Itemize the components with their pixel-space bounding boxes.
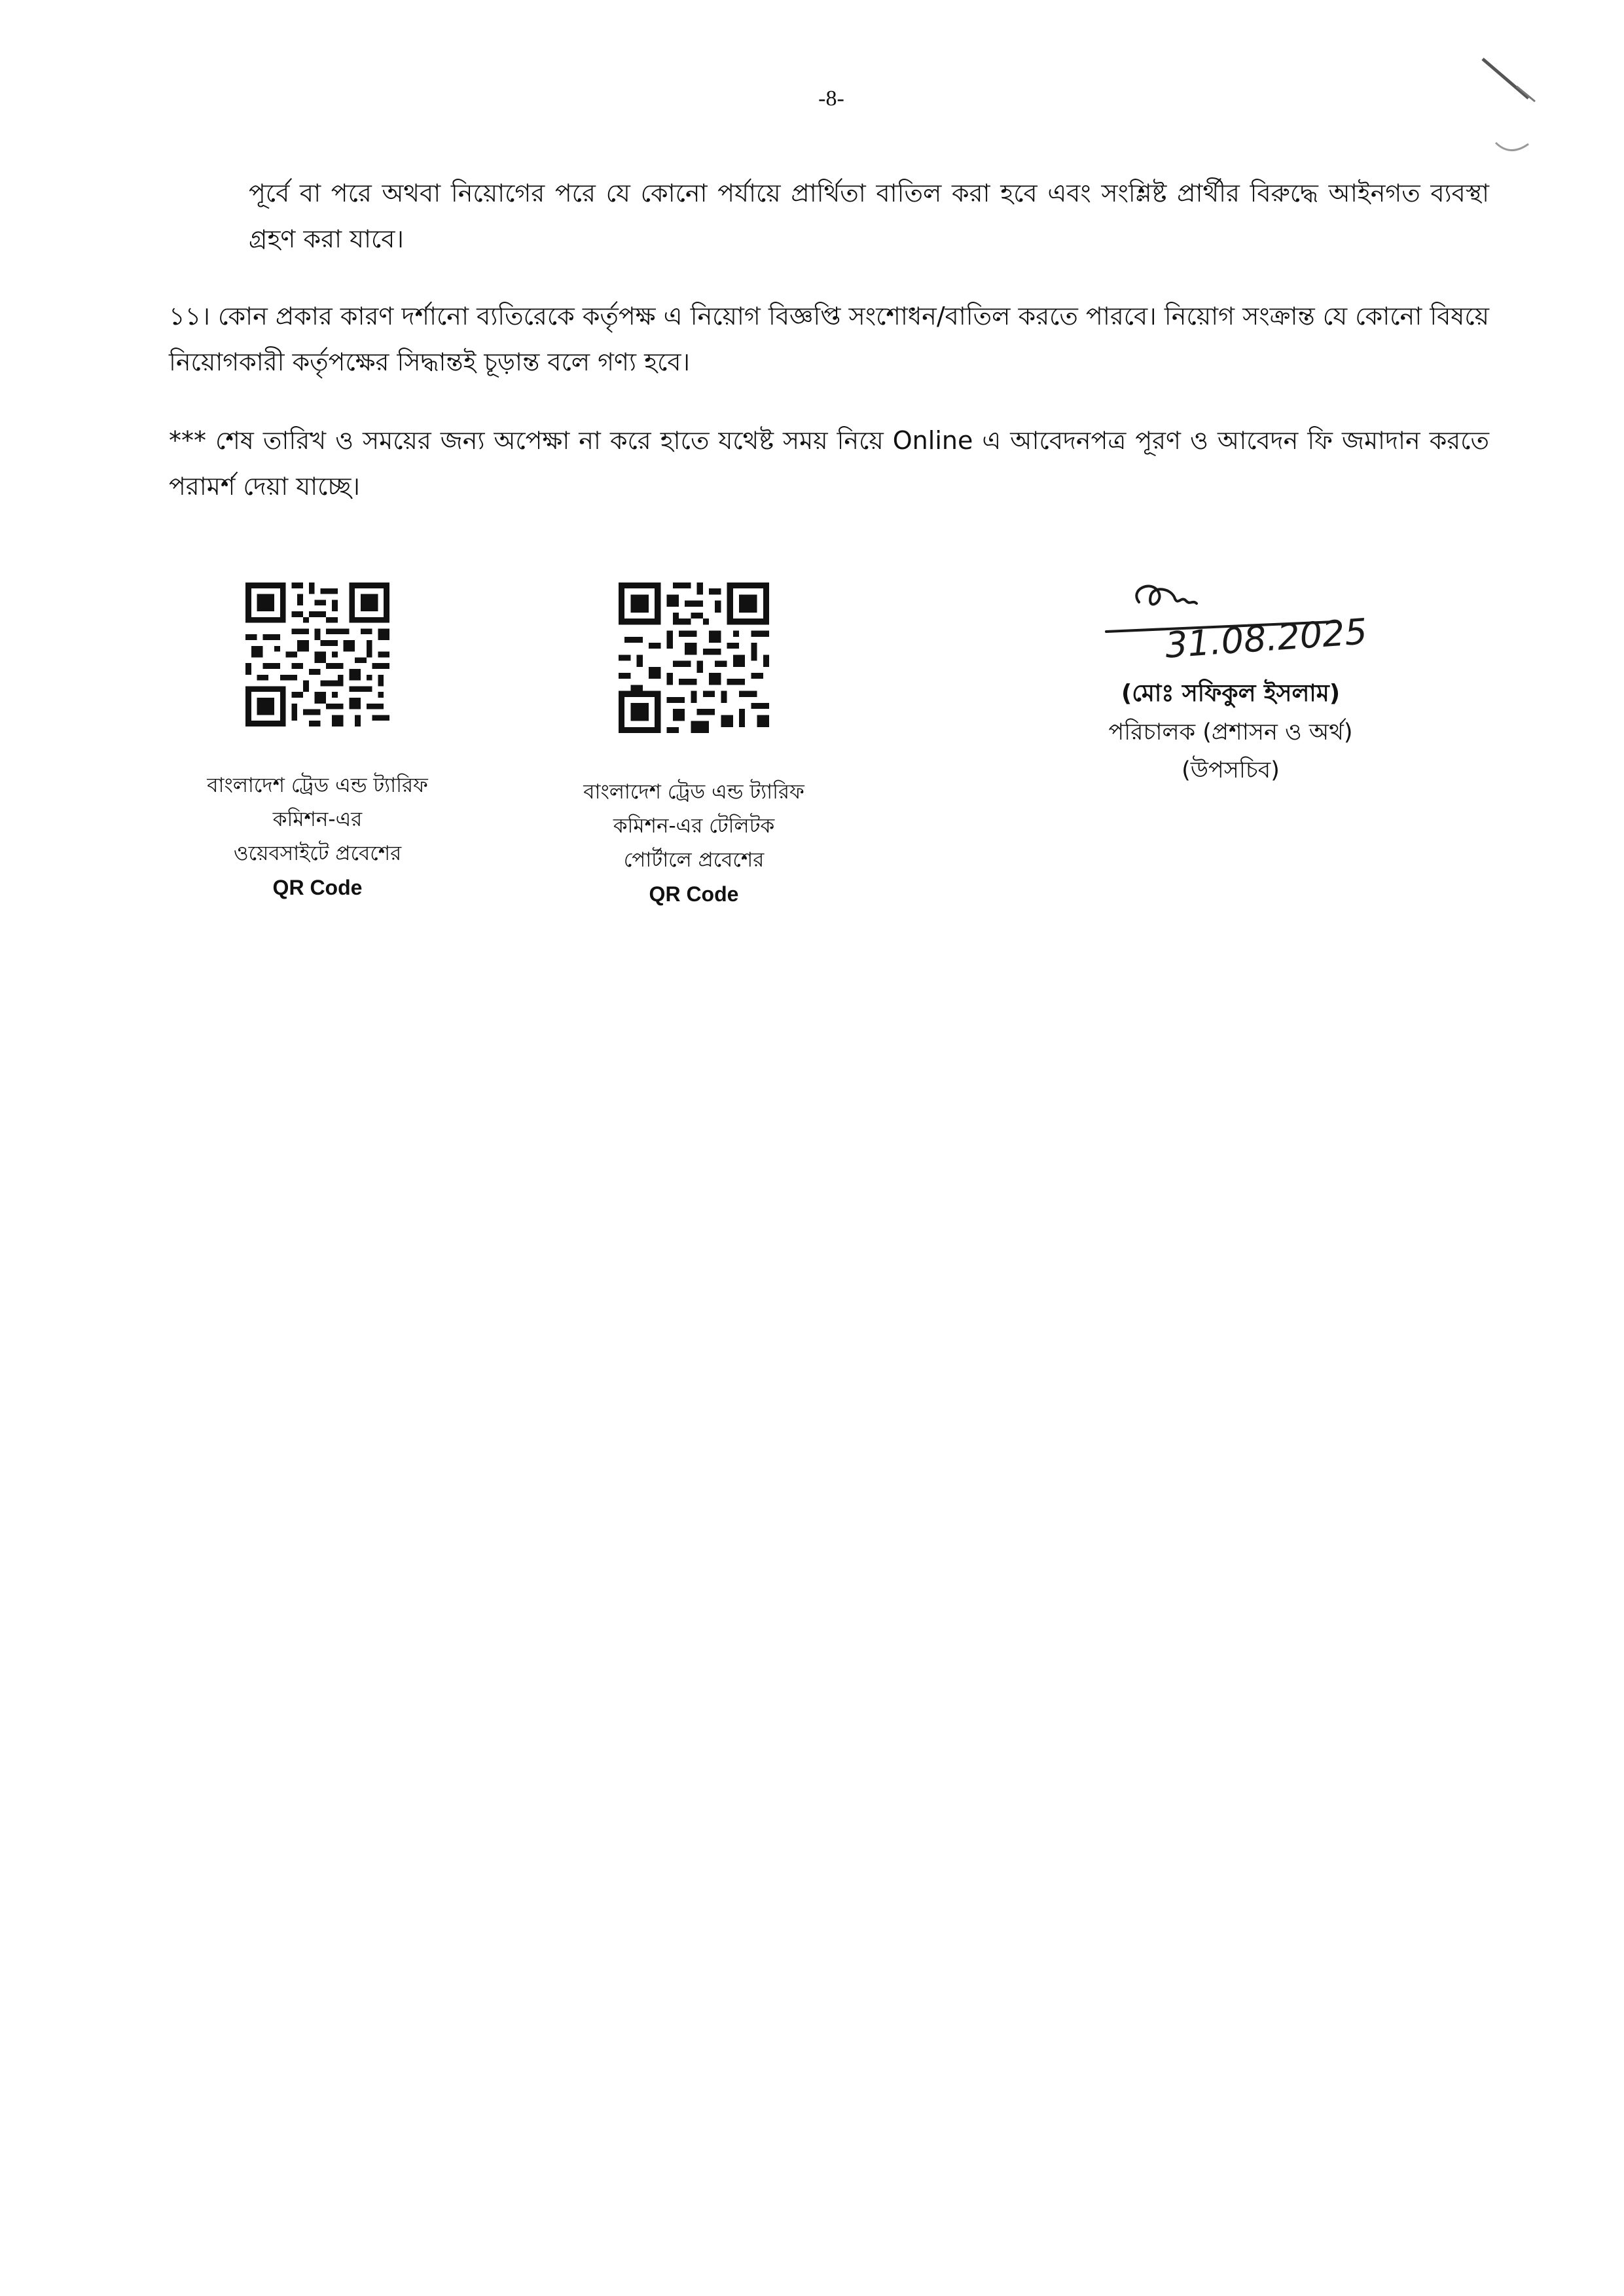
qr-code-label: QR Code — [272, 876, 363, 899]
signer-rank: (উপসচিব) — [1182, 757, 1280, 783]
qr-caption — [173, 768, 461, 905]
qr-caption-line: ওয়েবসাইটে প্রবেশের — [233, 842, 402, 865]
handwritten-signature — [1060, 576, 1427, 674]
paragraph-note: *** শেষ তারিখ ও সময়ের জন্য অপেক্ষা না করে হাতে যথেষ্ট সময় নিয়ে Online এ আবেদনপত্র পূরণ ও আবেদন ফি জমাদান করতে পরামর্শ দেয়া যাচ্ছে। — [169, 426, 1489, 501]
qr-caption-line: বাংলাদেশ ট্রেড এন্ড ট্যারিফ — [583, 780, 804, 804]
qr-caption-line: কমিশন-এর — [272, 808, 363, 831]
qr-block-teletalk-portal — [550, 583, 838, 911]
signer-designation: পরিচালক (প্রশাসন ও অর্থ) — [1108, 719, 1353, 745]
qr-code-image — [619, 583, 769, 733]
signature-block — [1021, 576, 1440, 789]
qr-block-website — [173, 583, 461, 905]
qr-caption-line: পোর্টালে প্রবেশের — [623, 848, 765, 872]
signature-date: 31.08.2025 — [1163, 611, 1369, 666]
qr-caption — [550, 775, 838, 911]
qr-code-label: QR Code — [649, 882, 739, 906]
signer-name: (মোঃ সফিকুল ইসলাম) — [1121, 680, 1341, 707]
qr-caption-line: কমিশন-এর টেলিটক — [613, 814, 775, 838]
qr-code-image — [245, 583, 389, 726]
scan-artifact-mark — [1470, 52, 1555, 164]
paragraph-item-11: ১১। কোন প্রকার কারণ দর্শানো ব্যতিরেকে কর্তৃপক্ষ এ নিয়োগ বিজ্ঞপ্তি সংশোধন/বাতিল করতে পারবে। নিয়োগ সংক্রান্ত যে কোনো বিষয়ে নিয়োগকারী কর্তৃপক্ষের সিদ্ধান্তই চূড়ান্ত বলে গণ্য হবে। — [169, 302, 1489, 376]
page-number: -8- — [818, 86, 844, 111]
qr-caption-line: বাংলাদেশ ট্রেড এন্ড ট্যারিফ — [207, 774, 428, 797]
paragraph-continuation: পূর্বে বা পরে অথবা নিয়োগের পরে যে কোনো পর্যায়ে প্রার্থিতা বাতিল করা হবে এবং সংশ্লিষ্ট প্রার্থীর বিরুদ্ধে আইনগত ব্যবস্থা গ্রহণ করা যাবে। — [249, 179, 1489, 253]
